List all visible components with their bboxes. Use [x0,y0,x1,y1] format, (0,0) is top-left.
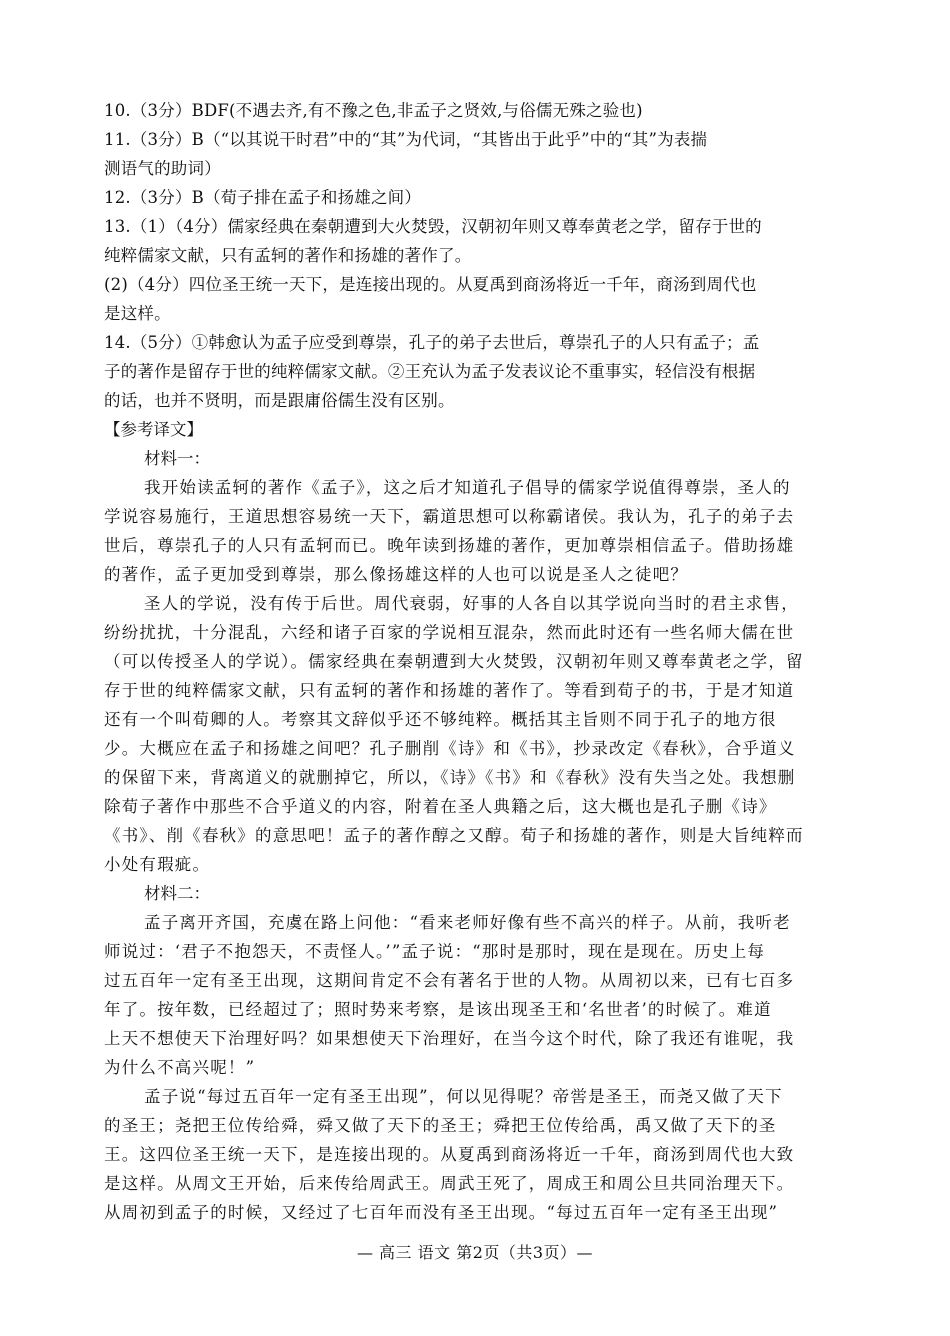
text-line: 存于世的纯粹儒家文献，只有孟轲的著作和扬雄的著作了。等看到荀子的书，于是才知道 [104,681,795,700]
text-line: 的保留下来，背离道义的就删掉它，所以，《诗》《书》和《春秋》没有失当之处。我想删 [104,768,796,787]
answer-12: 12.（3分）B（荀子排在孟子和扬雄之间） [104,188,422,207]
text-line: 年了。按年数，已经超过了；照时势来考察，是该出现圣王和‘名世者’的时候了。难道 [104,1000,772,1019]
text-line: 纷纷扰扰，十分混乱，六经和诸子百家的学说相互混杂，然而此时还有一些名师大儒在世 [104,623,795,642]
answer-11-line1: 11.（3分）B（“以其说干时君”中的“其”为代词，“其皆出于此乎”中的“其”为表揣 [104,130,708,149]
answer-14-line2: 子的著作是留存于世的纯粹儒家文献。②王充认为孟子发表议论不重事实，轻信没有根据 [104,362,756,381]
material-1-paragraph-1 [104,473,846,589]
text-line: 《书》、削《春秋》的意思吧！孟子的著作醇之又醇。荀子和扬雄的著作，则是大旨纯粹而 [104,826,804,845]
material-1-paragraph-2 [104,589,846,879]
text-line: 我开始读孟轲的著作《孟子》，这之后才知道孔子倡导的儒家学说值得尊崇，圣人的 [144,478,791,497]
text-line: 是这样。从周文王开始，后来传给周武王。周武王死了，周成王和周公旦共同治理天下。 [104,1174,795,1193]
answer-13-2-line1: (2)（4分）四位圣王统一天下，是连接出现的。从夏禹到商汤将近一千年，商汤到周代也 [104,275,757,294]
text-line: 圣人的学说，没有传于后世。周代衰弱，好事的人各自以其学说向当时的君主求售， [144,594,799,613]
text-line: 为什么不高兴呢！” [104,1058,256,1077]
text-line: 的圣王；尧把王位传给舜，舜又做了天下的圣王；舜把王位传给禹，禹又做了天下的圣 [104,1116,777,1135]
answer-13-1-line1: 13.（1）（4分）儒家经典在秦朝遭到大火焚毁，汉朝初年则又尊奉黄老之学，留存于世的 [104,217,762,236]
material-1-title: 材料一： [144,449,210,468]
translation-heading: 【参考译文】 [104,420,203,439]
text-line: 少。大概应在孟子和扬雄之间吧？孔子删削《诗》和《书》，抄录改定《春秋》，合乎道义 [104,739,796,758]
text-line: 除荀子著作中那些不合乎道义的内容，附着在圣人典籍之后，这大概也是孔子删《诗》 [104,797,777,816]
text-line: 小处有瑕疵。 [104,855,211,874]
text-line: 世后，尊崇孔子的人只有孟轲而已。晚年读到扬雄的著作，更加尊崇相信孟子。借助扬雄 [104,536,795,555]
text-line: 上天不想使天下治理好吗？如果想使天下治理好，在当今这个时代，除了我还有谁呢，我 [104,1029,795,1048]
material-2-paragraph-2 [104,1082,846,1227]
text-line: 孟子说“每过五百年一定有圣王出现”，何以见得呢？帝喾是圣王，而尧又做了天下 [144,1087,783,1106]
answer-10: 10.（3分）BDF(不遇去齐,有不豫之色,非孟子之贤效,与俗儒无殊之验也) [104,101,643,120]
text-line: 从周初到孟子的时候，又经过了七百年而没有圣王出现。“每过五百年一定有圣王出现” [104,1203,779,1222]
text-line: 过五百年一定有圣王出现，这期间肯定不会有著名于世的人物。从周初以来，已有七百多 [104,971,795,990]
text-line: 的著作，孟子更加受到尊崇，那么像扬雄这样的人也可以说是圣人之徒吧？ [104,565,689,584]
text-line: 还有一个叫荀卿的人。考察其文辞似乎还不够纯粹。概括其主旨则不同于孔子的地方很 [104,710,777,729]
answer-13-1-line2: 纯粹儒家文献，只有孟轲的著作和扬雄的著作了。 [104,246,472,265]
answer-11-line2: 测语气的助词） [104,159,221,178]
material-2-paragraph-1 [104,908,846,1082]
text-line: 学说容易施行，王道思想容易统一天下，霸道思想可以称霸诸侯。我认为，孔子的弟子去 [104,507,795,526]
answer-14-line3: 的话，也并不贤明，而是跟庸俗儒生没有区别。 [104,391,455,410]
text-line: 王。这四位圣王统一天下，是连接出现的。从夏禹到商汤将近一千年，商汤到周代也大致 [104,1145,795,1164]
answer-13-2-line2: 是这样。 [104,304,171,323]
page-footer: — 高三 语文 第2页（共3页）— [356,1243,594,1262]
text-line: （可以传授圣人的学说）。儒家经典在秦朝遭到大火焚毁，汉朝初年则又尊奉黄老之学，留 [104,652,804,671]
material-2-title: 材料二： [144,884,210,903]
text-line: 师说过：‘君子不抱怨天，不责怪人。’”孟子说：“那时是那时，现在是现在。历史上每 [104,942,766,961]
text-line: 孟子离开齐国，充虞在路上问他：“看来老师好像有些不高兴的样子。从前，我听老 [144,913,791,932]
answer-14-line1: 14.（5分）①韩愈认为孟子应受到尊崇，孔子的弟子去世后，尊崇孔子的人只有孟子；孟 [104,333,760,352]
